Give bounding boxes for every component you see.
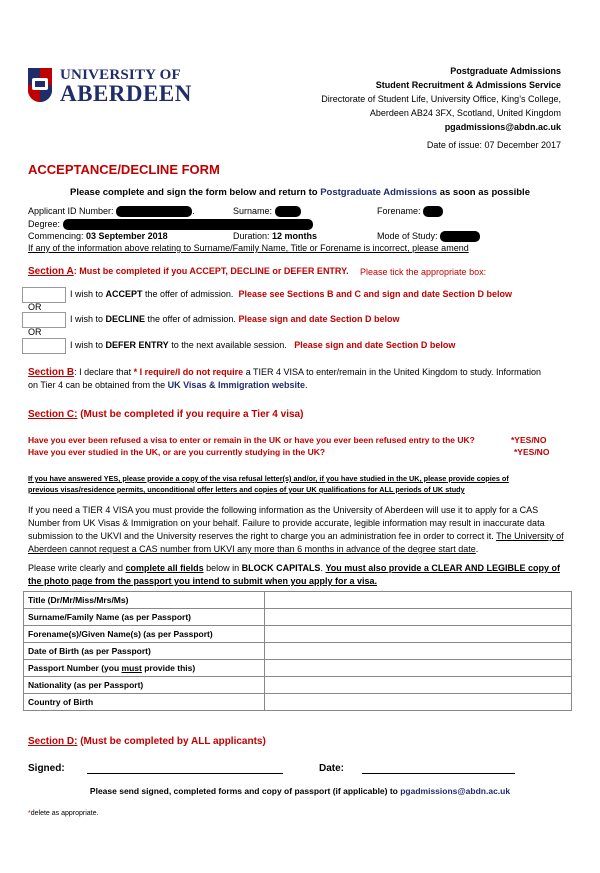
address-block bbox=[321, 64, 561, 134]
row-label: Surname/Family Name (as per Passport) bbox=[24, 609, 265, 626]
date-line[interactable] bbox=[362, 773, 515, 774]
duration-info: Duration: 12 months bbox=[233, 231, 318, 241]
row-label: Title (Dr/Mr/Miss/Mrs/Ms) bbox=[24, 592, 265, 609]
defer-option: I wish to DEFER ENTRY to the next available session. Please sign and date Section D below bbox=[70, 340, 456, 350]
row-label: Country of Birth bbox=[24, 694, 265, 711]
pg-admissions-link[interactable]: Postgraduate Admissions bbox=[320, 187, 438, 198]
ukvi-website-link[interactable]: UK Visas & Immigration website bbox=[167, 380, 305, 390]
crest-icon bbox=[28, 68, 52, 102]
table-row bbox=[24, 592, 572, 609]
surname-label: Surname: bbox=[233, 206, 301, 217]
refused-visa-question: Have you ever been refused a visa to enter or remain in the UK or have you ever been refused entry to the UK? bbox=[28, 435, 475, 445]
forename-label: Forename: bbox=[377, 206, 443, 217]
yes-answer-note: If you have answered YES, please provide a copy of the visa refusal letter(s) and/or, if you have studied in the UK, please provide copies of previous visas/residence permits, unconditional offer letters and copies of your UK qualifications for ALL periods of UK study bbox=[28, 474, 509, 494]
date-label: Date: bbox=[319, 763, 345, 774]
passport-details-table bbox=[23, 591, 572, 711]
commencing-label: Commencing: bbox=[28, 231, 84, 241]
address-email[interactable]: pgadmissions@abdn.ac.uk bbox=[444, 122, 561, 132]
or-label-2: OR bbox=[28, 327, 42, 337]
degree-label: Degree: bbox=[28, 219, 61, 229]
dob-field[interactable] bbox=[265, 643, 572, 660]
country-of-birth-field[interactable] bbox=[265, 694, 572, 711]
surname-field[interactable] bbox=[265, 609, 572, 626]
forename-field[interactable] bbox=[265, 626, 572, 643]
section-d-heading: Section D: (Must be completed by ALL applicants) bbox=[28, 736, 266, 747]
nationality-field[interactable] bbox=[265, 677, 572, 694]
table-row bbox=[24, 643, 572, 660]
passport-number-field[interactable] bbox=[265, 660, 572, 677]
or-label-1: OR bbox=[28, 302, 42, 312]
applicant-row-2 bbox=[28, 219, 313, 230]
address-service: Student Recruitment & Admissions Service bbox=[375, 80, 561, 90]
section-c-heading: Section C: (Must be completed if you require a Tier 4 visa) bbox=[28, 409, 304, 420]
email-link[interactable]: pgadmissions@abdn.ac.uk bbox=[400, 786, 511, 796]
studied-uk-answer[interactable]: *YES/NO bbox=[514, 447, 550, 457]
address-line-2: Aberdeen AB24 3FX, Scotland, United Kingdom bbox=[369, 108, 561, 118]
row-label: Date of Birth (as per Passport) bbox=[24, 643, 265, 660]
table-row bbox=[24, 694, 572, 711]
table-row bbox=[24, 677, 572, 694]
address-dept: Postgraduate Admissions bbox=[450, 66, 561, 76]
mode-of-study: Mode of Study: bbox=[377, 231, 480, 242]
table-row bbox=[24, 660, 572, 677]
title-field[interactable] bbox=[265, 592, 572, 609]
row-label: Nationality (as per Passport) bbox=[24, 677, 265, 694]
block-capitals-instruction: Please write clearly and complete all fields below in BLOCK CAPITALS. You must also provide a CLEAR AND LEGIBLE copy of the photo page from the passport you intend to submit when you apply for a visa. bbox=[28, 563, 560, 586]
tick-note: Please tick the appropriate box: bbox=[360, 267, 487, 277]
decline-option: I wish to DECLINE the offer of admission. Please sign and date Section D below bbox=[70, 314, 400, 324]
redacted-id bbox=[116, 206, 192, 217]
redacted-mode bbox=[440, 231, 480, 242]
redacted-forename bbox=[423, 206, 443, 217]
send-instruction: Please send signed, completed forms and copy of passport (if applicable) to pgadmissions@abdn.ac.uk bbox=[89, 786, 511, 796]
refused-visa-answer[interactable]: *YES/NO bbox=[511, 435, 547, 445]
defer-checkbox[interactable] bbox=[22, 338, 66, 354]
section-a-heading: Section A: Must be completed if you ACCEPT, DECLINE or DEFER ENTRY. Please tick the appropriate box: bbox=[28, 266, 487, 277]
section-b: Section B: I declare that * I require/I do not require a TIER 4 VISA to enter/remain in the United Kingdom to study. Information on Tier 4 can be obtained from the UK Visas & Immigration website. bbox=[28, 367, 542, 390]
date-of-issue: Date of issue: 07 December 2017 bbox=[426, 140, 561, 150]
address-line-1: Directorate of Student Life, University Office, King’s College, bbox=[321, 94, 561, 104]
logo-text-top: UNIVERSITY OF bbox=[60, 67, 181, 83]
signature-line[interactable] bbox=[87, 773, 283, 774]
signed-label: Signed: bbox=[28, 763, 65, 774]
table-row bbox=[24, 626, 572, 643]
decline-checkbox[interactable] bbox=[22, 312, 66, 328]
studied-uk-question: Have you ever studied in the UK, or are you currently studying in the UK? bbox=[28, 447, 326, 457]
row-label: Passport Number (you must provide this) bbox=[24, 660, 265, 677]
applicant-row-3 bbox=[28, 231, 438, 241]
accept-option: I wish to ACCEPT the offer of admission. Please see Sections B and C and sign and date Section D below bbox=[70, 289, 513, 299]
amend-note: If any of the information above relating to Surname/Family Name, Title or Forename is incorrect, please amend bbox=[28, 243, 469, 253]
table-row bbox=[24, 609, 572, 626]
tier4-info-paragraph: If you need a TIER 4 VISA you must provide the following information as the University of Aberdeen will use it to apply for a CAS Number from UK Visas & Immigration on your behalf. Failure to provide accurate, legible information may result in inaccurate data submission to the UKVI and the University reserves the right to charge you an administration fee in order to correct it. The University of Aberdeen cannot request a CAS number from UKVI any more than 6 months in advance of the degree start date. bbox=[28, 505, 564, 554]
section-b-title: Section B bbox=[28, 367, 75, 378]
redacted-surname bbox=[275, 206, 301, 217]
accept-checkbox[interactable] bbox=[22, 287, 66, 303]
redacted-degree bbox=[63, 219, 313, 230]
commencing-value: 03 September 2018 bbox=[86, 231, 168, 241]
form-title: ACCEPTANCE/DECLINE FORM bbox=[28, 162, 220, 177]
applicant-id-label: Applicant ID Number: bbox=[28, 206, 114, 216]
university-logo bbox=[28, 67, 192, 110]
logo-text-bottom: ABERDEEN bbox=[60, 81, 192, 106]
row-label: Forename(s)/Given Name(s) (as per Passport) bbox=[24, 626, 265, 643]
form-instruction: Please complete and sign the form below and return to Postgraduate Admissions as soon as possible bbox=[70, 187, 530, 198]
applicant-row-1: Applicant ID Number: . Surname: Forename: bbox=[28, 206, 195, 217]
footnote: *delete as appropriate. bbox=[28, 810, 99, 817]
